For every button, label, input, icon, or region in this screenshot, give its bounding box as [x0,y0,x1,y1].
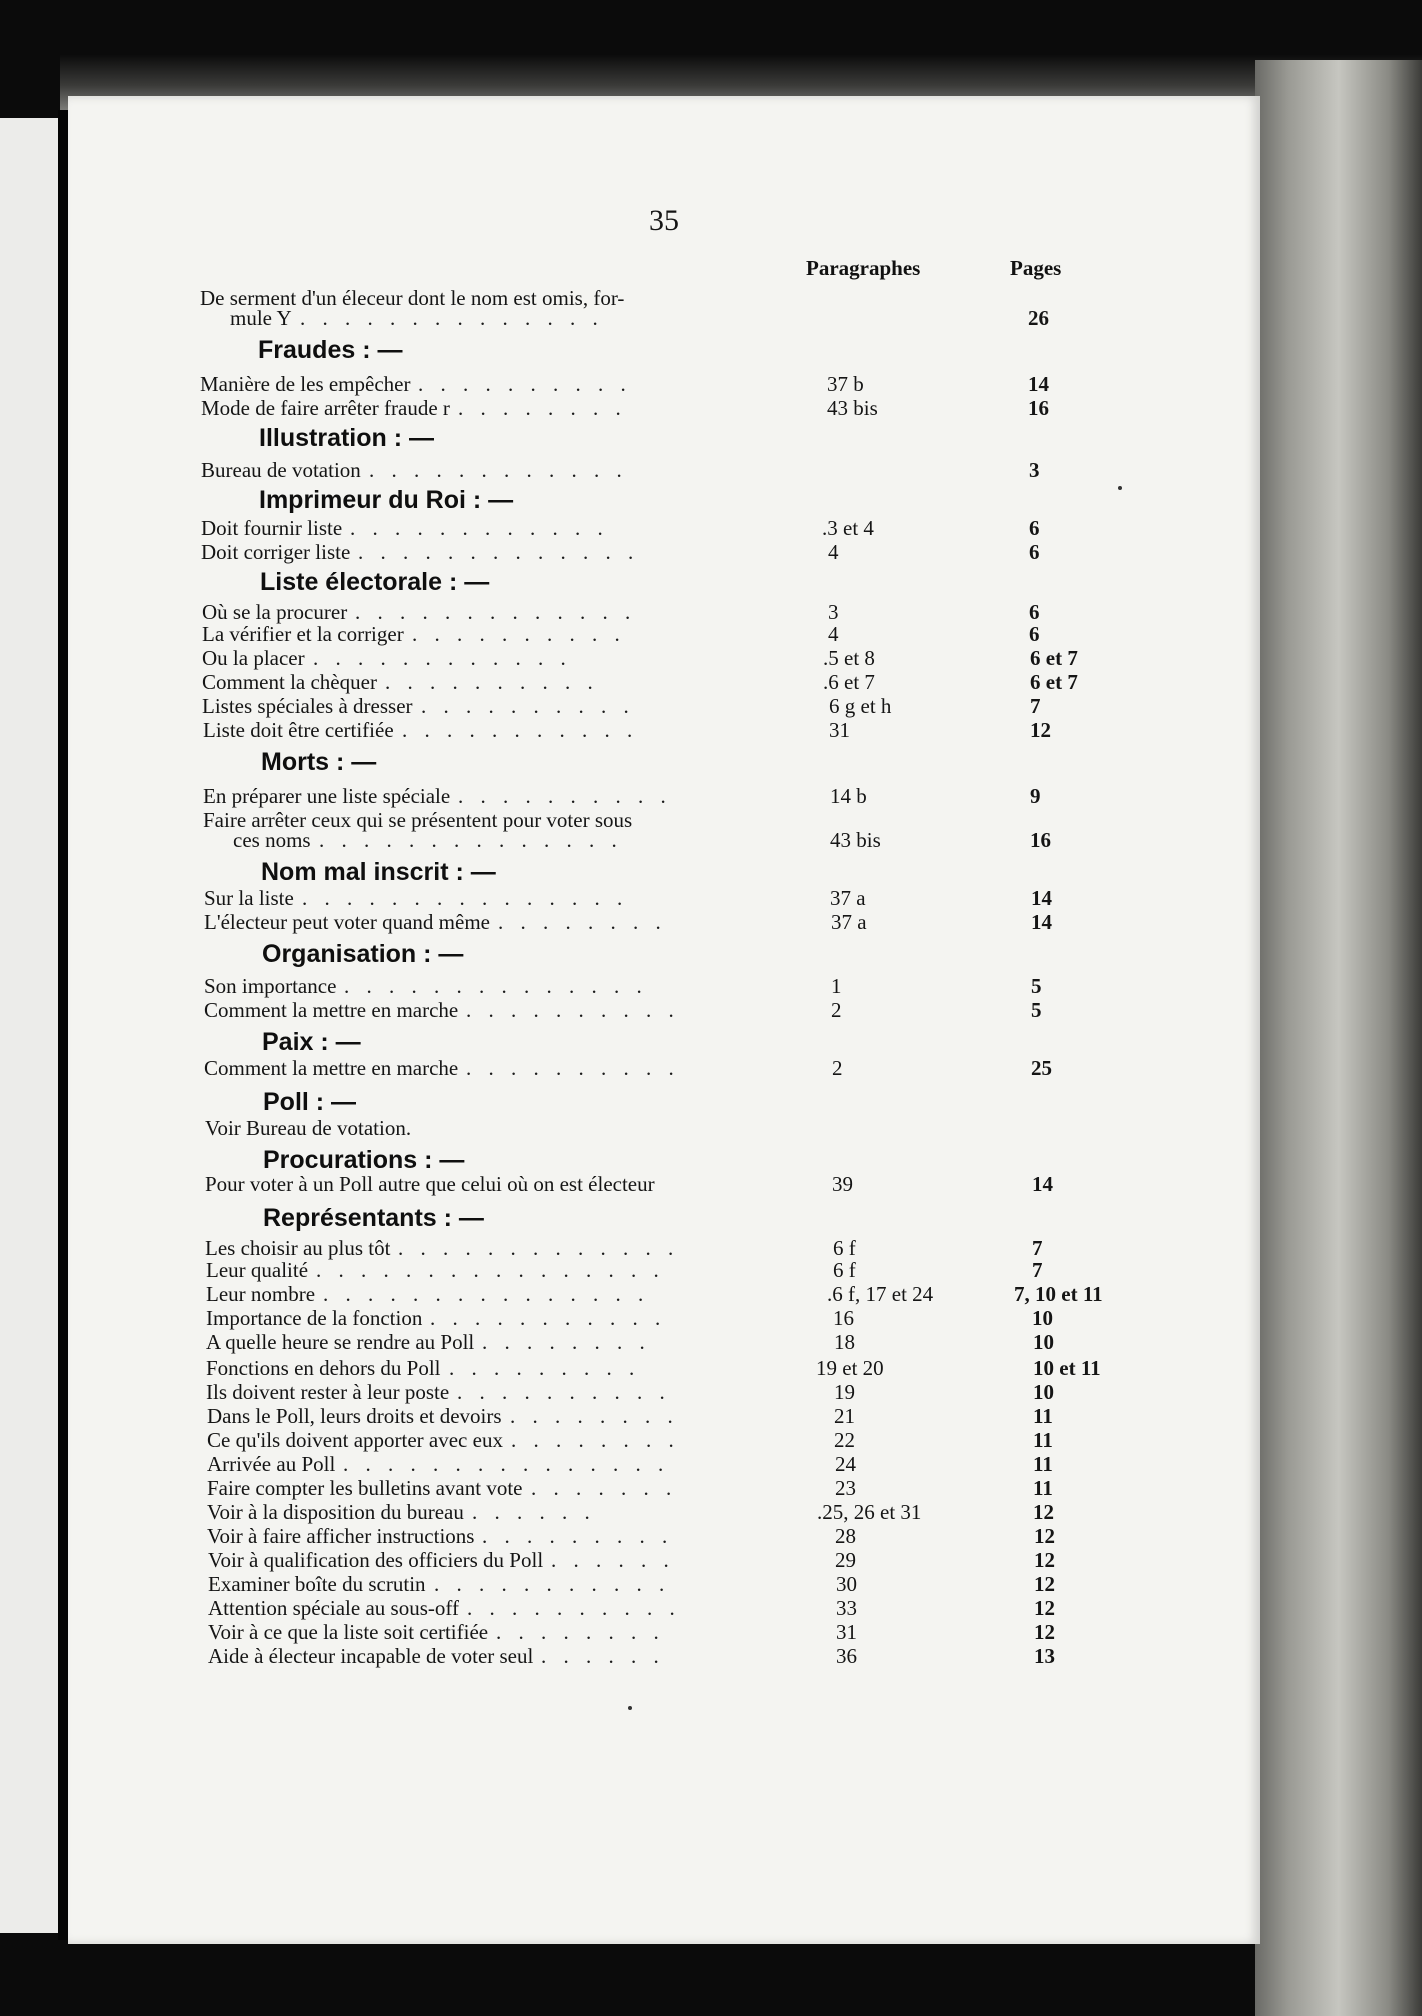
leader-dots: . . . . . . . . . . . . . . [319,828,623,852]
leader-dots: . . . . . . . . . . . . . [398,1236,680,1260]
leader-dots: . . . . . . . . [482,1330,651,1354]
entry-label: Voir Bureau de votation. [205,1116,412,1140]
paragraph-ref: 43 bis [830,828,881,852]
page-number: 35 [649,204,679,237]
leader-dots: . . . . . . . . . . . . . [355,600,637,624]
index-entry [68,1476,1260,1502]
paragraph-ref: 2 [831,998,842,1022]
index-entry [68,1380,1260,1406]
section-heading: Nom mal inscrit : — [261,858,496,886]
facing-page-edge [0,118,61,1933]
paragraph-ref: 3 [828,600,839,624]
book-gutter [58,110,68,1940]
leader-dots: . . . . . . . . . . [412,622,626,646]
index-entry [68,1452,1260,1478]
page-ref: 9 [1030,784,1041,808]
entry-label: Où se la procurer [202,600,348,624]
scan-speck [1118,486,1122,490]
leader-dots: . . . . . . . . . . [418,372,632,396]
entry-label: Comment la mettre en marche [204,998,459,1022]
paragraph-ref: .6 et 7 [823,670,875,694]
entry-label: Les choisir au plus tôt [205,1236,391,1260]
section-heading: Représentants : — [263,1204,484,1232]
entry-label: mule Y [230,306,292,330]
page-ref: 11 [1033,1452,1053,1476]
page-ref: 14 [1028,372,1049,396]
index-entry [68,886,1260,912]
entry-label: Ce qu'ils doivent apporter avec eux [207,1428,503,1452]
index-entry [68,910,1260,936]
paragraph-ref: .5 et 8 [823,646,875,670]
entry-label: Doit fournir liste [201,516,343,540]
paragraph-ref: 24 [835,1452,856,1476]
leader-dots: . . . . . . . . . . . . [369,458,628,482]
page-ref: 16 [1030,828,1051,852]
page-ref: 7 [1032,1236,1043,1260]
pages-column-header: Pages [1010,256,1062,280]
paragraph-ref: 37 a [831,910,867,934]
paragraph-ref: 39 [832,1172,853,1196]
entry-label: Listes spéciales à dresser [202,694,413,718]
entry-label: Importance de la fonction [206,1306,423,1330]
index-entry [68,1306,1260,1332]
section-heading: Paix : — [262,1028,361,1056]
index-entry [68,458,1260,484]
page-ref: 6 [1029,516,1040,540]
entry-label: Doit corriger liste [201,540,351,564]
section-heading: Organisation : — [262,940,464,968]
index-entry [68,694,1260,720]
paragraph-ref: 18 [834,1330,855,1354]
index-entry [68,1404,1260,1430]
leader-dots: . . . . . . . . . . . . [313,646,572,670]
page-ref: 3 [1029,458,1040,482]
leader-dots: . . . . . . . . . . . . . . [300,306,604,330]
paragraph-ref: 43 bis [827,396,878,420]
leader-dots: . . . . . . . . [458,396,627,420]
document-page [68,96,1260,1944]
index-entry [68,1500,1260,1526]
index-entry [68,372,1260,398]
index-entry [68,1258,1260,1284]
leader-dots: . . . . . . . . . . . . . . . [343,1452,670,1476]
index-entry [68,784,1260,810]
leader-dots: . . . . . . . . . . [467,1596,681,1620]
paragraph-ref: 33 [836,1596,857,1620]
paragraph-ref: .6 f, 17 et 24 [827,1282,934,1306]
paragraph-ref: 31 [829,718,850,742]
section-heading: Fraudes : — [258,336,403,364]
leader-dots: . . . . . . . . [510,1404,679,1428]
page-ref: 13 [1034,1644,1055,1668]
entry-label: Comment la mettre en marche [204,1056,459,1080]
entry-label: Manière de les empêcher [200,372,411,396]
paragraph-ref: 21 [834,1404,855,1428]
page-ref: 7 [1030,694,1041,718]
page-ref: 16 [1028,396,1049,420]
leader-dots: . . . . . . . . . . [466,998,680,1022]
page-ref: 26 [1028,306,1049,330]
leader-dots: . . . . . . . . . . . . . . [344,974,648,998]
leader-dots: . . . . . . . . [498,910,667,934]
entry-label: Bureau de votation [201,458,361,482]
paragraph-ref: 6 f [833,1236,856,1260]
leader-dots: . . . . . . . . [496,1620,665,1644]
entry-label: A quelle heure se rendre au Poll [206,1330,475,1354]
index-entry [68,1116,1260,1142]
entry-label: Attention spéciale au sous-off [208,1596,459,1620]
entry-label: Aide à électeur incapable de voter seul [208,1644,534,1668]
page-ref: 6 [1029,540,1040,564]
index-entry [68,1572,1260,1598]
index-entry [68,998,1260,1024]
page-ref: 6 et 7 [1030,670,1078,694]
page-ref: 6 [1029,600,1040,624]
section-heading: Liste électorale : — [260,568,490,596]
entry-label: Liste doit être certifiée [203,718,394,742]
index-entry [68,540,1260,566]
paragraph-ref: 1 [831,974,842,998]
paragraph-ref: 19 [834,1380,855,1404]
entry-label: Ils doivent rester à leur poste [206,1380,450,1404]
index-entry [68,1330,1260,1356]
leader-dots: . . . . . . . . . . . . . [358,540,640,564]
index-entry [68,1524,1260,1550]
page-ref: 6 [1029,622,1040,646]
page-ref: 25 [1031,1056,1052,1080]
entry-label: Voir à la disposition du bureau [207,1500,464,1524]
entry-label: Examiner boîte du scrutin [208,1572,426,1596]
leader-dots: . . . . . . . . . . . [402,718,639,742]
leader-dots: . . . . . . [541,1644,665,1668]
section-heading: Procurations : — [263,1146,465,1174]
leader-dots: . . . . . . . . . [449,1356,641,1380]
entry-label: Voir à qualification des officiers du Poll [208,1548,544,1572]
entry-label: Dans le Poll, leurs droits et devoirs [207,1404,502,1428]
index-entry [68,1644,1260,1670]
leader-dots: . . . . . . . . . . [385,670,599,694]
entry-label: Son importance [204,974,337,998]
page-ref: 6 et 7 [1030,646,1078,670]
entry-label: Voir à ce que la liste soit certifiée [208,1620,489,1644]
paragraph-ref: 37 b [827,372,864,396]
leader-dots: . . . . . . . . . . [466,1056,680,1080]
leader-dots: . . . . . . . [531,1476,678,1500]
index-entry [68,670,1260,696]
entry-label: Voir à faire afficher instructions [207,1524,475,1548]
paragraph-ref: 36 [836,1644,857,1668]
paragraph-ref: 4 [828,540,839,564]
scan-right-edge [1255,60,1422,2016]
page-ref: 14 [1031,910,1052,934]
entry-label: En préparer une liste spéciale [203,784,451,808]
leader-dots: . . . . . . [472,1500,596,1524]
entry-label: Comment la chèquer [202,670,377,694]
paragraph-ref: 2 [832,1056,843,1080]
section-heading: Imprimeur du Roi : — [259,486,514,514]
index-entry [68,974,1260,1000]
index-entry [68,646,1260,672]
leader-dots: . . . . . . . . . . . . . . . [302,886,629,910]
entry-label: ces noms [233,828,311,852]
page-ref: 11 [1033,1428,1053,1452]
leader-dots: . . . . . . . . . . [421,694,635,718]
index-entry [68,1282,1260,1308]
entry-label: Faire arrêter ceux qui se présentent pour voter sous [203,808,633,832]
entry-label: Arrivée au Poll [207,1452,336,1476]
leader-dots: . . . . . . . . . . . . . . . [323,1282,650,1306]
paragraph-ref: 22 [834,1428,855,1452]
page-ref: 5 [1031,974,1042,998]
index-entry [68,1596,1260,1622]
leader-dots: . . . . . . . . . . . [430,1306,667,1330]
paragraph-ref: 16 [833,1306,854,1330]
index-entry [68,622,1260,648]
leader-dots: . . . . . . . . . . . . . . . . [316,1258,665,1282]
leader-dots: . . . . . . . . . . . [434,1572,671,1596]
paragraph-ref: 30 [836,1572,857,1596]
paragraph-ref: 29 [835,1548,856,1572]
paragraph-ref: 19 et 20 [816,1356,884,1380]
paragraph-ref: 37 a [830,886,866,910]
page-ref: 14 [1032,1172,1053,1196]
paragraph-ref: 23 [835,1476,856,1500]
page-ref: 12 [1034,1572,1055,1596]
index-entry [68,718,1260,744]
index-entry [68,1548,1260,1574]
page-ref: 10 [1033,1330,1054,1354]
paragraph-ref: 28 [835,1524,856,1548]
page-ref: 10 et 11 [1033,1356,1101,1380]
entry-label: La vérifier et la corriger [202,622,404,646]
entry-label: Pour voter à un Poll autre que celui où on est électeur [205,1172,655,1196]
page-ref: 10 [1032,1306,1053,1330]
section-heading: Poll : — [263,1088,357,1116]
page-ref: 12 [1034,1596,1055,1620]
page-ref: 14 [1031,886,1052,910]
section-heading: Illustration : — [259,424,434,452]
paragraph-ref: .25, 26 et 31 [817,1500,922,1524]
paragraph-ref: 14 b [830,784,867,808]
paragraph-ref: 6 g et h [829,694,892,718]
index-entry [68,306,1260,332]
index-entry [68,1172,1260,1198]
page-ref: 12 [1034,1524,1055,1548]
index-entry [68,1620,1260,1646]
scan-speck [628,1706,632,1710]
entry-label: Sur la liste [204,886,294,910]
entry-label: Mode de faire arrêter fraude r [201,396,450,420]
leader-dots: . . . . . . [551,1548,675,1572]
index-entry [68,1356,1260,1382]
page-ref: 11 [1033,1476,1053,1500]
paragraph-ref: 6 f [833,1258,856,1282]
index-entry [68,1428,1260,1454]
page-ref: 12 [1034,1620,1055,1644]
page-ref: 7 [1032,1258,1043,1282]
entry-label: L'électeur peut voter quand même [204,910,490,934]
page-ref: 12 [1033,1500,1054,1524]
entry-label: Ou la placer [202,646,305,670]
section-heading: Morts : — [261,748,377,776]
leader-dots: . . . . . . . . . . [458,784,672,808]
entry-label: De serment d'un éleceur dont le nom est omis, for- [200,286,625,310]
paragraph-ref: 31 [836,1620,857,1644]
page-ref: 10 [1033,1380,1054,1404]
entry-label: Leur qualité [206,1258,309,1282]
leader-dots: . . . . . . . . . . [457,1380,671,1404]
page-ref: 5 [1031,998,1042,1022]
index-entry [68,396,1260,422]
entry-label: Faire compter les bulletins avant vote [207,1476,523,1500]
page-ref: 12 [1034,1548,1055,1572]
page-ref: 11 [1033,1404,1053,1428]
page-ref: 7, 10 et 11 [1014,1282,1103,1306]
entry-label: Leur nombre [206,1282,316,1306]
paragraph-ref: 4 [828,622,839,646]
paragraphs-column-header: Paragraphes [806,256,921,280]
leader-dots: . . . . . . . . . [482,1524,674,1548]
entry-label: Fonctions en dehors du Poll [206,1356,441,1380]
index-entry [68,516,1260,542]
index-entry [68,828,1260,854]
page-ref: 12 [1030,718,1051,742]
index-entry [68,1056,1260,1082]
leader-dots: . . . . . . . . . . . . [350,516,609,540]
paragraph-ref: .3 et 4 [822,516,874,540]
leader-dots: . . . . . . . . [511,1428,680,1452]
